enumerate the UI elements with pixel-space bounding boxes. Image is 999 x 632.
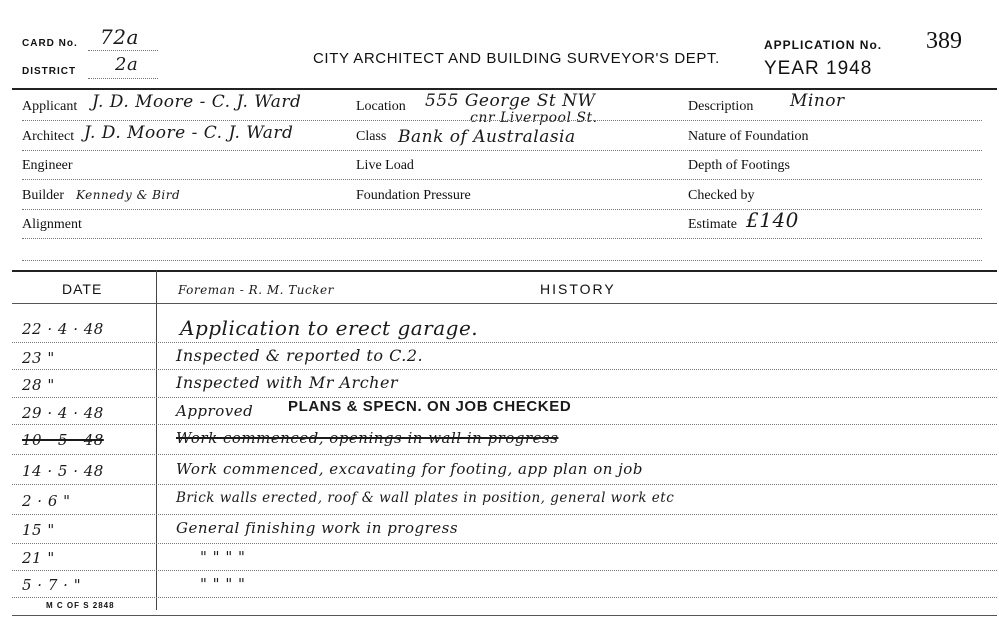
history-row-7-entry: Brick walls erected, roof & wall plates in position, general work etc <box>176 490 675 506</box>
class-value: Bank of Australasia <box>398 127 576 147</box>
location-value-line-2: cnr Liverpool St. <box>470 110 598 126</box>
field-row-line-6 <box>22 260 982 261</box>
history-row-10-rule <box>12 597 997 598</box>
field-row-line-5 <box>22 238 982 239</box>
card-no-value: 72a <box>100 25 139 49</box>
history-row-1-date: 22 · 4 · 48 <box>22 320 104 338</box>
estimate-value: £140 <box>746 208 799 232</box>
history-row-10-date: 5 · 7 · " <box>22 576 82 594</box>
card-no-label: CARD No. <box>22 38 78 49</box>
history-header: HISTORY <box>540 281 616 297</box>
department-title: CITY ARCHITECT AND BUILDING SURVEYOR'S DEPT. <box>313 50 720 67</box>
foundation-pressure-label: Foundation Pressure <box>356 188 471 203</box>
history-row-4-date: 29 · 4 · 48 <box>22 404 104 422</box>
nature-of-foundation-label: Nature of Foundation <box>688 129 809 144</box>
engineer-label: Engineer <box>22 158 73 173</box>
history-row-8-entry: General finishing work in progress <box>176 519 459 537</box>
builder-value: Kennedy & Bird <box>76 188 181 202</box>
history-row-4-entry: Approved <box>176 402 254 420</box>
live-load-label: Live Load <box>356 158 414 173</box>
history-row-8-date: 15 " <box>22 521 55 539</box>
history-row-6-date: 14 · 5 · 48 <box>22 462 104 480</box>
description-value: Minor <box>790 91 845 111</box>
applicant-label: Applicant <box>22 99 78 114</box>
history-row-7-rule <box>12 514 997 515</box>
district-label: DISTRICT <box>22 66 77 77</box>
history-row-2-entry: Inspected & reported to C.2. <box>176 346 424 365</box>
history-row-6-entry: Work commenced, excavating for footing, app plan on job <box>176 460 643 478</box>
year-label: YEAR 1948 <box>764 58 873 79</box>
card-no-underline <box>88 50 158 51</box>
builder-label: Builder <box>22 188 64 203</box>
history-header-rule <box>12 303 997 304</box>
district-value: 2a <box>115 54 139 75</box>
architect-value: J. D. Moore - C. J. Ward <box>84 123 294 143</box>
history-row-6-rule <box>12 484 997 485</box>
history-row-5-date: 10 · 5 · 48 <box>22 431 104 449</box>
application-no-value: 389 <box>926 28 962 54</box>
history-row-4-rule <box>12 424 997 425</box>
header-divider <box>12 88 997 90</box>
field-row-line-2 <box>22 150 982 151</box>
estimate-label: Estimate <box>688 217 737 232</box>
history-row-7-date: 2 · 6 " <box>22 492 71 510</box>
field-row-line-1 <box>22 120 982 121</box>
checked-by-label: Checked by <box>688 188 755 203</box>
history-row-5-rule <box>12 454 997 455</box>
field-row-line-3 <box>22 179 982 180</box>
history-row-9-entry: " " " " <box>200 548 246 566</box>
history-row-2-date: 23 " <box>22 349 55 367</box>
description-label: Description <box>688 99 754 114</box>
card-bottom-rule <box>12 615 997 616</box>
history-row-10-entry: " " " " <box>200 575 246 593</box>
applicant-value: J. D. Moore - C. J. Ward <box>92 92 302 112</box>
history-row-5-entry: Work commenced, openings in wall in progress <box>176 429 559 447</box>
depth-of-footings-label: Depth of Footings <box>688 158 790 173</box>
history-row-9-rule <box>12 570 997 571</box>
form-code: M C OF S 2848 <box>46 601 115 610</box>
location-label: Location <box>356 99 406 114</box>
history-row-2-rule <box>12 369 997 370</box>
architect-label: Architect <box>22 129 75 144</box>
history-row-1-rule <box>12 342 997 343</box>
history-row-8-rule <box>12 543 997 544</box>
foreman-name: Foreman - R. M. Tucker <box>178 283 334 297</box>
history-row-3-entry: Inspected with Mr Archer <box>176 373 399 392</box>
plans-checked-stamp: PLANS & SPECN. ON JOB CHECKED <box>288 398 572 415</box>
application-no-label: APPLICATION No. <box>764 38 883 52</box>
location-value: 555 George St NW <box>425 91 596 111</box>
date-column-divider <box>156 270 157 610</box>
history-row-9-date: 21 " <box>22 549 55 567</box>
field-row-line-4 <box>22 209 982 210</box>
history-top-rule <box>12 270 997 272</box>
class-label: Class <box>356 129 387 144</box>
history-row-3-date: 28 " <box>22 376 55 394</box>
date-header: DATE <box>62 281 103 297</box>
district-underline <box>88 78 158 79</box>
history-row-1-entry: Application to erect garage. <box>180 316 479 340</box>
alignment-label: Alignment <box>22 217 82 232</box>
